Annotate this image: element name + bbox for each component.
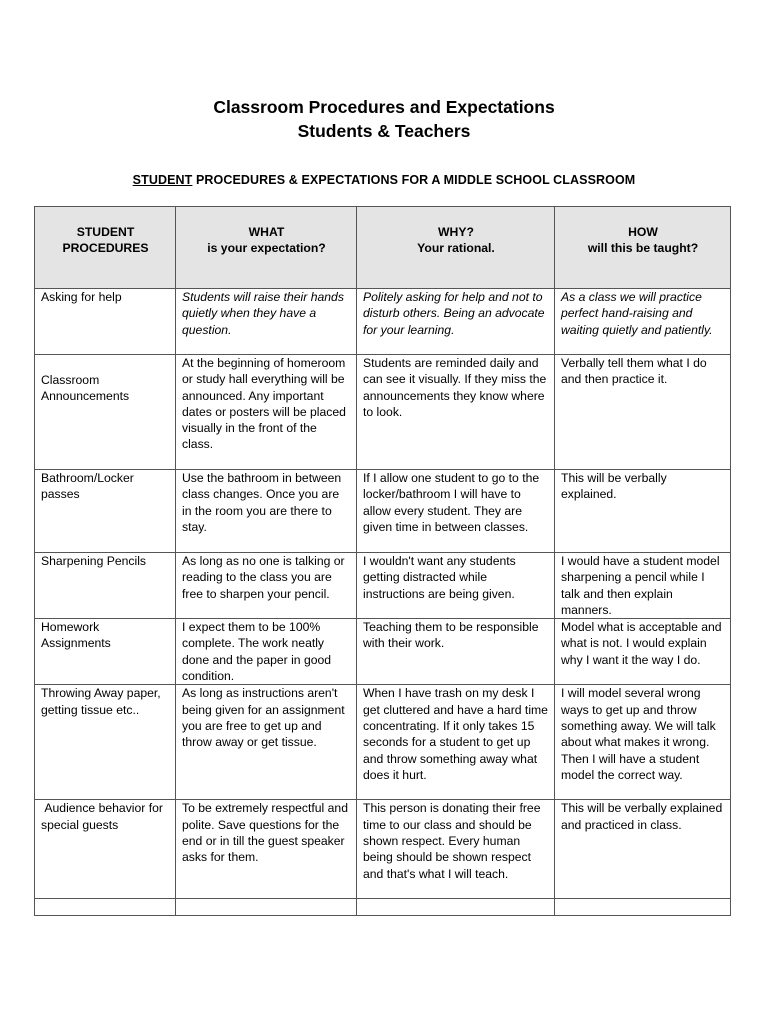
how-cell: This will be verbally explained and practiced in class. <box>555 800 731 899</box>
procedure-cell: Asking for help <box>35 289 176 355</box>
what-cell: Use the bathroom in between class changes. Once you are in the room you are there to stay. <box>176 470 357 553</box>
why-cell: This person is donating their free time to our class and should be shown respect. Every human being should be shown respect and that's what I will teach. <box>357 800 555 899</box>
how-cell: Verbally tell them what I do and then practice it. <box>555 355 731 470</box>
header-line: WHY? <box>438 225 474 239</box>
header-line: will this be taught? <box>587 241 699 256</box>
procedure-cell: Audience behavior for special guests <box>35 800 176 899</box>
table-row <box>35 800 731 899</box>
how-cell: As a class we will practice perfect hand-raising and waiting quietly and patiently. <box>555 289 731 355</box>
how-cell: Model what is acceptable and what is not. I would explain why I want it the way I do. <box>555 619 731 685</box>
why-cell: I wouldn't want any students getting distracted while instructions are being given. <box>357 553 555 619</box>
table-row <box>35 685 731 800</box>
header-how <box>555 207 731 289</box>
table-header-row <box>35 207 731 289</box>
procedure-cell: Throwing Away paper, getting tissue etc.. <box>35 685 176 800</box>
table-row <box>35 289 731 355</box>
why-cell: Teaching them to be responsible with their work. <box>357 619 555 685</box>
procedures-table <box>34 206 731 916</box>
title-line-2: Students & Teachers <box>297 121 471 141</box>
what-cell: As long as instructions aren't being given for an assignment you are free to get up and throw away or get tissue. <box>176 685 357 800</box>
why-cell: If I allow one student to go to the locker/bathroom I will have to allow every student. They are given time in between classes. <box>357 470 555 553</box>
header-line: WHAT <box>248 225 285 239</box>
what-cell: At the beginning of homeroom or study hall everything will be announced. Any important dates or posters will be placed visually in the front of the class. <box>176 355 357 470</box>
section-heading-rest: PROCEDURES & EXPECTATIONS FOR A MIDDLE SCHOOL CLASSROOM <box>192 173 636 187</box>
procedure-cell: Sharpening Pencils <box>35 553 176 619</box>
why-cell: When I have trash on my desk I get cluttered and have a hard time concentrating. If it only takes 15 seconds for a student to get up and throw something away what does it hurt. <box>357 685 555 800</box>
procedure-cell: Homework Assignments <box>35 619 176 685</box>
header-why <box>357 207 555 289</box>
procedure-cell: Bathroom/Locker passes <box>35 470 176 553</box>
section-heading-underlined: STUDENT <box>132 173 193 187</box>
why-cell: Students are reminded daily and can see it visually. If they miss the announcements they know where to look. <box>357 355 555 470</box>
section-heading <box>0 173 768 187</box>
header-line: STUDENT <box>76 225 135 239</box>
header-what <box>176 207 357 289</box>
why-cell: Politely asking for help and not to disturb others. Being an advocate for your learning. <box>357 289 555 355</box>
procedure-cell: Classroom Announcements <box>35 355 176 470</box>
what-cell <box>176 899 357 916</box>
table-row <box>35 553 731 619</box>
what-cell: As long as no one is talking or reading to the class you are free to sharpen your pencil. <box>176 553 357 619</box>
procedure-cell <box>35 899 176 916</box>
how-cell: This will be verbally explained. <box>555 470 731 553</box>
table-row <box>35 619 731 685</box>
why-cell <box>357 899 555 916</box>
header-line: Your rational. <box>417 241 495 256</box>
how-cell: I will model several wrong ways to get up and throw something away. We will talk about what makes it wrong. Then I will have a student model the correct way. <box>555 685 731 800</box>
header-line: HOW <box>628 225 658 239</box>
header-line: PROCEDURES <box>62 241 149 256</box>
what-cell: To be extremely respectful and polite. Save questions for the end or in till the guest speaker asks for them. <box>176 800 357 899</box>
what-cell: I expect them to be 100% complete. The work neatly done and the paper in good condition. <box>176 619 357 685</box>
document-title <box>0 95 768 143</box>
table-row-empty <box>35 899 731 916</box>
header-line: is your expectation? <box>207 241 326 256</box>
table-row <box>35 355 731 470</box>
header-student-procedures <box>35 207 176 289</box>
how-cell: I would have a student model sharpening a pencil while I talk and then explain manners. <box>555 553 731 619</box>
how-cell <box>555 899 731 916</box>
title-line-1: Classroom Procedures and Expectations <box>213 97 555 117</box>
table-row <box>35 470 731 553</box>
what-cell: Students will raise their hands quietly when they have a question. <box>176 289 357 355</box>
